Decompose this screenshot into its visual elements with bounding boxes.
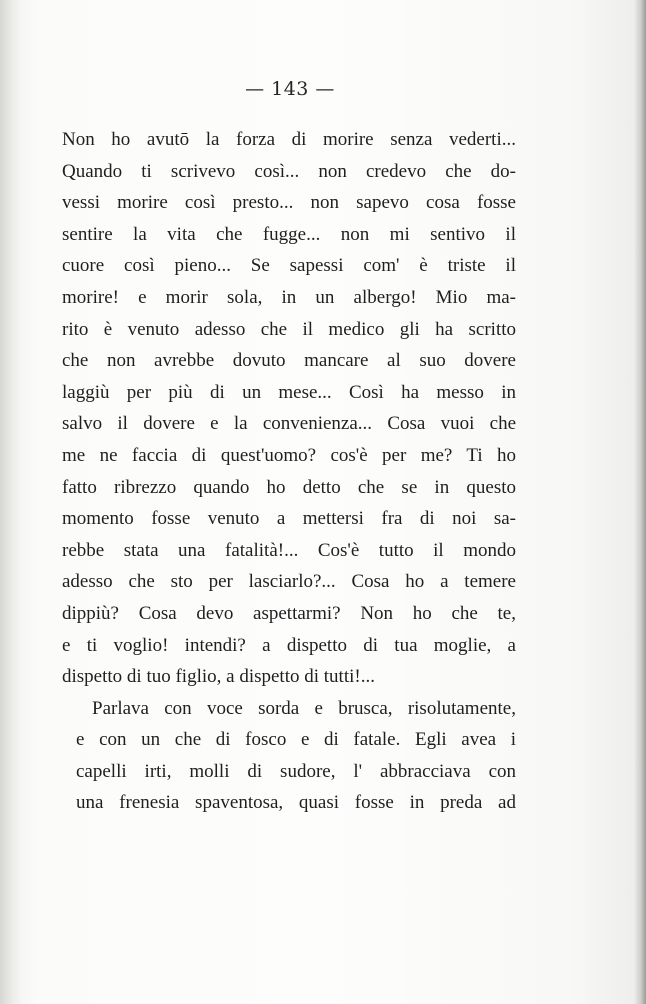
text-line: laggiù per più di un mese... Così ha messo in — [62, 381, 516, 403]
text-line: una frenesia spaventosa, quasi fosse in preda ad — [76, 792, 516, 814]
text-line: cuore così pieno... Se sapessi com' è triste il — [62, 255, 516, 277]
text-line: adesso che sto per lasciarlo?... Cosa ho a temere — [62, 571, 516, 593]
page-number: — 143 — — [245, 78, 335, 100]
text-line: dippiù? Cosa devo aspettarmi? Non ho che te, — [62, 602, 516, 624]
page-right-edge-shadow — [634, 0, 646, 1004]
text-line: e con un che di fosco e di fatale. Egli avea i — [76, 729, 516, 751]
page-left-edge-shadow — [0, 0, 22, 1004]
text-line: morire! e morir sola, in un albergo! Mio ma- — [62, 286, 516, 308]
text-line: me ne faccia di quest'uomo? cos'è per me? Ti ho — [62, 444, 516, 466]
text-line: fatto ribrezzo quando ho detto che se in questo — [62, 476, 516, 498]
text-line: che non avrebbe dovuto mancare al suo dovere — [62, 350, 516, 372]
paragraph-first-line: Parlava con voce sorda e brusca, risolutamente, — [92, 697, 516, 719]
text-line: rito è venuto adesso che il medico gli ha scritto — [62, 318, 516, 340]
text-line: salvo il dovere e la convenienza... Cosa vuoi che — [62, 413, 516, 435]
text-line: vessi morire così presto... non sapevo cosa fosse — [62, 192, 516, 214]
text-line: Quando ti scrivevo così... non credevo che do- — [62, 160, 516, 182]
text-line: dispetto di tuo figlio, a dispetto di tutti!... — [62, 666, 375, 688]
body-text — [62, 124, 516, 819]
text-line: Non ho avutō la forza di morire senza vederti... — [62, 129, 516, 150]
text-line: rebbe stata una fatalità!... Cos'è tutto il mondo — [62, 539, 516, 561]
text-line: sentire la vita che fugge... non mi sentivo il — [62, 223, 516, 245]
text-line: e ti voglio! intendi? a dispetto di tua moglie, a — [62, 634, 516, 656]
text-line: momento fosse venuto a mettersi fra di noi sa- — [62, 508, 516, 530]
text-line: capelli irti, molli di sudore, l' abbracciava con — [76, 760, 516, 782]
